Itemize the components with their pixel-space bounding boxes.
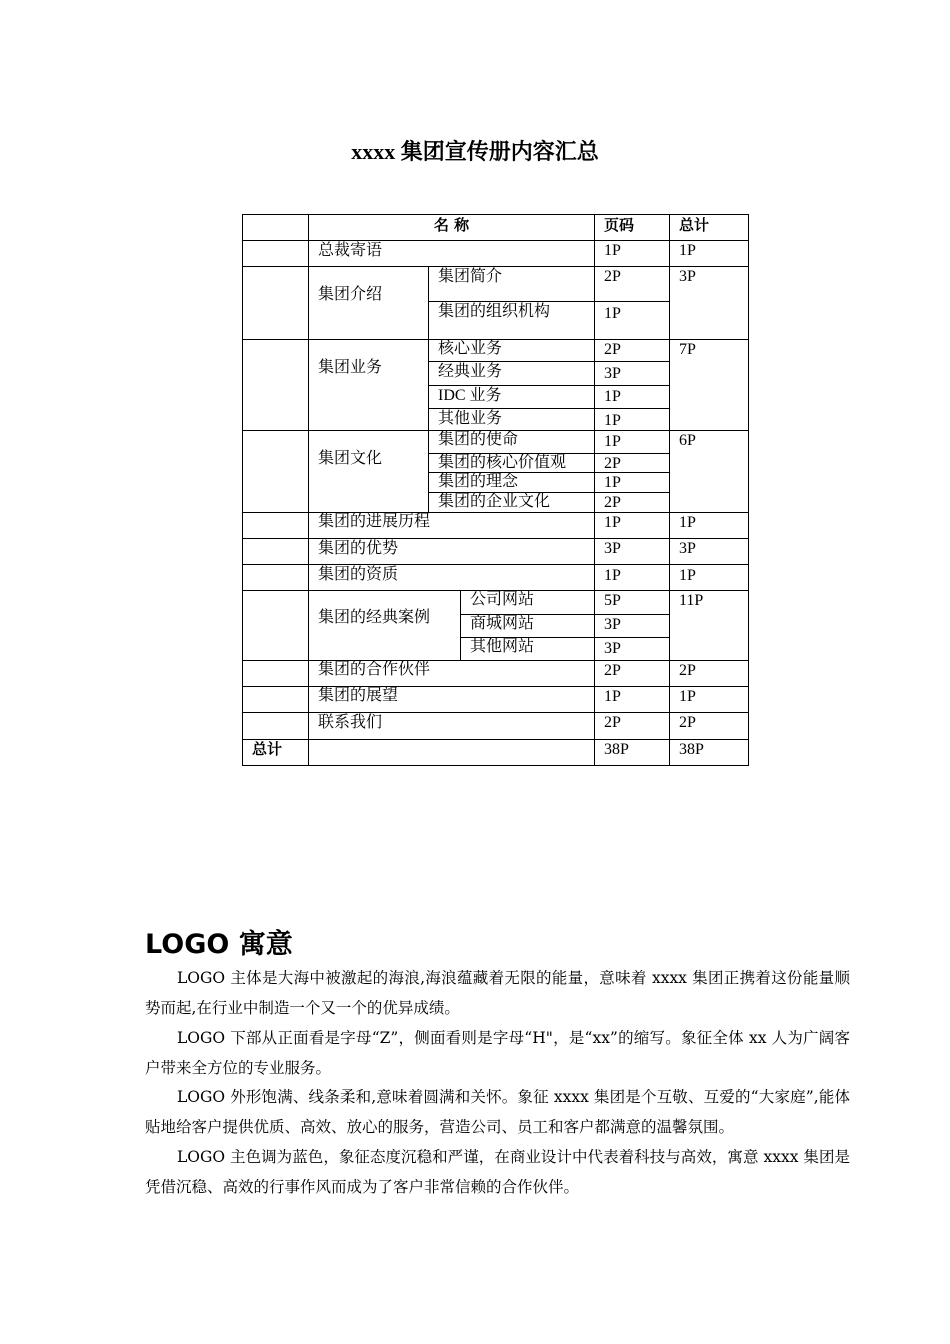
row-name: 集团的优势	[308, 538, 595, 565]
sub-item-page: 1P	[594, 385, 670, 409]
row-total: 1P	[669, 512, 749, 539]
table-cell-blank	[242, 214, 309, 241]
sub-item-name: 集团简介	[428, 266, 595, 302]
row-page: 2P	[594, 712, 670, 740]
sub-item-name: 其他网站	[460, 637, 595, 661]
sub-item-name: 商城网站	[460, 614, 595, 638]
sub-item-page: 1P	[594, 408, 670, 431]
sum-label: 总计	[242, 739, 309, 766]
group-total: 7P	[669, 339, 749, 431]
table-cell-blank	[242, 512, 309, 539]
row-page: 2P	[594, 660, 670, 687]
sub-item-page: 1P	[594, 301, 670, 340]
table-cell-blank	[242, 538, 309, 565]
sub-item-page: 3P	[594, 361, 670, 386]
paragraph: LOGO 下部从正面看是字母“Z”，侧面看则是字母“H"，是“xx”的缩写。象征全体 xx 人为广阔客户带来全方位的专业服务。	[145, 1029, 850, 1077]
table-cell-blank	[242, 564, 309, 591]
sub-item-page: 1P	[594, 472, 670, 493]
group-name: 集团介绍	[308, 266, 429, 340]
paragraph: LOGO 主体是大海中被激起的海浪,海浪蕴藏着无限的能量，意味着 xxxx 集团正携着这份能量顺势而起,在行业中制造一个又一个的优异成绩。	[145, 969, 850, 1017]
paragraph: LOGO 主色调为蓝色，象征态度沉稳和严谨，在商业设计中代表着科技与高效，寓意 xxxx 集团是凭借沉稳、高效的行事作风而成为了客户非常信赖的合作伙伴。	[145, 1148, 850, 1196]
row-name: 集团的合作伙伴	[308, 660, 595, 687]
row-name: 联系我们	[308, 712, 595, 740]
row-total: 1P	[669, 564, 749, 591]
table-cell-blank	[242, 240, 309, 267]
header-name: 名 称	[308, 214, 595, 241]
table-cell-blank	[242, 686, 309, 713]
sub-item-name: IDC 业务	[428, 385, 595, 409]
row-total: 2P	[669, 660, 749, 687]
sub-item-name: 集团的使命	[428, 430, 595, 454]
sub-item-name: 集团的理念	[428, 472, 595, 493]
sub-item-name: 核心业务	[428, 339, 595, 362]
sub-item-page: 3P	[594, 614, 670, 638]
sub-item-name: 集团的核心价值观	[428, 453, 595, 473]
sub-item-name: 其他业务	[428, 408, 595, 431]
row-name: 总裁寄语	[308, 240, 595, 267]
group-total: 3P	[669, 266, 749, 340]
sub-item-page: 3P	[594, 637, 670, 661]
logo-meaning-heading: LOGO 寓意	[145, 929, 293, 960]
table-cell-blank	[242, 590, 309, 661]
sub-item-page: 2P	[594, 492, 670, 513]
sub-item-name: 集团的组织机构	[428, 301, 595, 340]
row-page: 1P	[594, 512, 670, 539]
group-name: 集团文化	[308, 430, 429, 513]
sub-item-page: 2P	[594, 453, 670, 473]
sub-item-page: 2P	[594, 339, 670, 362]
group-name: 集团业务	[308, 339, 429, 431]
row-page: 3P	[594, 538, 670, 565]
sub-item-page: 5P	[594, 590, 670, 615]
row-total: 3P	[669, 538, 749, 565]
sub-item-page: 2P	[594, 266, 670, 302]
row-page: 1P	[594, 686, 670, 713]
group-name: 集团的经典案例	[308, 590, 461, 661]
row-name: 集团的进展历程	[308, 512, 595, 539]
sum-total: 38P	[669, 739, 749, 766]
header-total: 总计	[669, 214, 749, 241]
sub-item-name: 经典业务	[428, 361, 595, 386]
row-total: 1P	[669, 686, 749, 713]
row-total: 1P	[669, 240, 749, 267]
sub-item-page: 1P	[594, 430, 670, 454]
group-total: 11P	[669, 590, 749, 661]
table-cell-blank	[242, 660, 309, 687]
row-total: 2P	[669, 712, 749, 740]
table-cell-blank	[242, 712, 309, 740]
row-page: 1P	[594, 240, 670, 267]
header-page: 页码	[594, 214, 670, 241]
document-title: xxxx 集团宣传册内容汇总	[351, 139, 599, 164]
sum-page: 38P	[594, 739, 670, 766]
sub-item-name: 公司网站	[460, 590, 595, 615]
row-name: 集团的展望	[308, 686, 595, 713]
table-cell-blank	[242, 430, 309, 513]
table-cell-blank	[242, 266, 309, 340]
row-name: 集团的资质	[308, 564, 595, 591]
table-cell-blank	[242, 339, 309, 431]
sub-item-name: 集团的企业文化	[428, 492, 595, 513]
table-cell-blank	[308, 739, 595, 766]
group-total: 6P	[669, 430, 749, 513]
row-page: 1P	[594, 564, 670, 591]
paragraph: LOGO 外形饱满、线条柔和,意味着圆满和关怀。象征 xxxx 集团是个互敬、互爱的“大家庭”,能体贴地给客户提供优质、高效、放心的服务，营造公司、员工和客户都满意的温馨氛围。	[145, 1088, 850, 1136]
